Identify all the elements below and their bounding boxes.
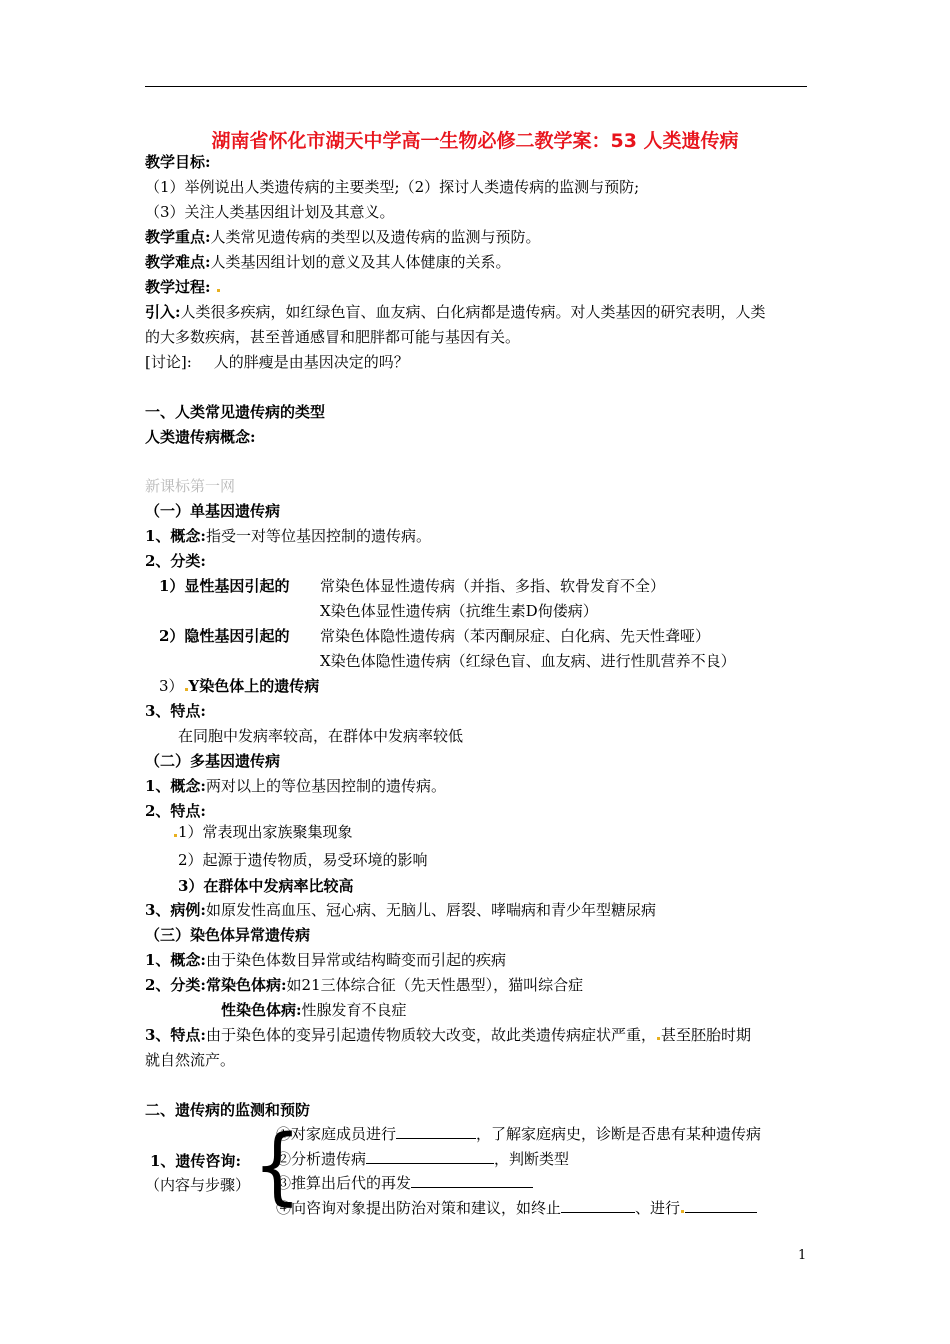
multi-gene-feature-label: 2、特点: xyxy=(145,802,206,820)
section-1-heading: 一、人类常见遗传病的类型 xyxy=(145,403,326,421)
intro-line-2: 的大多数疾病，甚至普通感冒和肥胖都可能与基因有关。 xyxy=(145,328,521,346)
counseling-step-2: ②分析遗传病 ，判断类型 xyxy=(276,1150,570,1168)
multi-gene-heading: （二）多基因遗传病 xyxy=(145,752,281,770)
chromosome-feature-line-1: 3、特点:由于染色体的变异引起遗传物质较大改变，故此类遗传病症状严重， 甚至胚胎时期 xyxy=(145,1026,752,1044)
discussion: [讨论]: 人的胖瘦是由基因决定的吗？ xyxy=(145,353,409,371)
objectives-heading: 教学目标: xyxy=(145,153,211,171)
genetic-counseling-sub: （内容与步骤） xyxy=(145,1176,251,1194)
teaching-difficulty: 教学难点:人类基因组计划的意义及其人体健康的关系。 xyxy=(145,253,511,271)
watermark: 新课标第一网 xyxy=(145,477,236,495)
page-title: 湖南省怀化市湖天中学高一生物必修二教学案：53 人类遗传病 xyxy=(211,130,739,152)
page-number: 1 xyxy=(798,1248,807,1263)
multi-gene-feature-2: 2）起源于遗传物质，易受环境的影响 xyxy=(178,851,428,869)
intro-line-1: 引入:人类很多疾病，如红绿色盲、血友病、白化病都是遗传病。对人类基因的研究表明，人类 xyxy=(145,303,766,321)
multi-gene-feature-1: 1）常表现出家族聚集现象 xyxy=(173,822,353,842)
blank-field[interactable] xyxy=(396,1124,476,1139)
counseling-step-3: ③推算出后代的再发 xyxy=(276,1173,533,1193)
recessive-autosomal: 常染色体隐性遗传病（苯丙酮尿症、白化病、先天性聋哑） xyxy=(320,627,711,645)
blank-field[interactable] xyxy=(411,1173,533,1188)
chromosome-autosomal: 2、分类:常染色体病:如21三体综合征（先天性愚型），猫叫综合症 xyxy=(145,976,584,994)
y-linked: 3） Y染色体上的遗传病 xyxy=(159,677,320,695)
header-rule xyxy=(145,86,807,87)
objectives-line-2: （3）关注人类基因组计划及其意义。 xyxy=(145,203,395,221)
chromosome-sex: 性染色体病:性腺发育不良症 xyxy=(221,1001,407,1019)
multi-gene-examples: 3、病例:如原发性高血压、冠心病、无脑儿、唇裂、哮喘病和青少年型糖尿病 xyxy=(145,901,656,919)
single-gene-heading: （一）单基因遗传病 xyxy=(145,502,281,520)
multi-gene-concept: 1、概念:两对以上的等位基因控制的遗传病。 xyxy=(145,777,446,795)
single-gene-classification: 2、分类: xyxy=(145,552,206,570)
genetic-disease-concept: 人类遗传病概念: xyxy=(145,428,256,446)
teaching-focus: 教学重点:人类常见遗传病的类型以及遗传病的监测与预防。 xyxy=(145,228,541,246)
multi-gene-feature-3: 3）在群体中发病率比较高 xyxy=(178,877,354,895)
single-gene-feature-label: 3、特点: xyxy=(145,702,206,720)
single-gene-concept: 1、概念:指受一对等位基因控制的遗传病。 xyxy=(145,527,431,545)
chromosome-feature-line-2: 就自然流产。 xyxy=(145,1051,236,1069)
recessive-x-linked: X染色体隐性遗传病（红绿色盲、血友病、进行性肌营养不良） xyxy=(320,652,736,670)
recessive-label: 2）隐性基因引起的 xyxy=(159,627,290,645)
objectives-line-1: （1）举例说出人类遗传病的主要类型;（2）探讨人类遗传病的监测与预防; xyxy=(145,178,640,196)
dominant-x-linked: X染色体显性遗传病（抗维生素D佝偻病） xyxy=(320,602,598,620)
blank-field[interactable] xyxy=(561,1198,635,1213)
section-2-heading: 二、遗传病的监测和预防 xyxy=(145,1101,311,1119)
single-gene-feature: 在同胞中发病率较高，在群体中发病率较低 xyxy=(178,727,464,745)
chromosome-concept: 1、概念:由于染色体数目异常或结构畸变而引起的疾病 xyxy=(145,951,506,969)
counseling-step-1: ①对家庭成员进行 ，了解家庭病史，诊断是否患有某种遗传病 xyxy=(276,1125,762,1143)
dominant-label: 1）显性基因引起的 xyxy=(159,577,290,595)
chromosome-heading: （三）染色体异常遗传病 xyxy=(145,926,311,944)
dominant-autosomal: 常染色体显性遗传病（并指、多指、软骨发育不全） xyxy=(320,577,666,595)
blank-field[interactable] xyxy=(685,1198,757,1213)
genetic-counseling-label: 1、遗传咨询: xyxy=(150,1152,241,1170)
teaching-process: 教学过程: xyxy=(145,277,221,297)
counseling-step-4: ④向咨询对象提出防治对策和建议，如终止 、进行 xyxy=(276,1198,757,1218)
brace-icon: { xyxy=(253,1116,302,1215)
blank-field[interactable] xyxy=(366,1149,494,1164)
